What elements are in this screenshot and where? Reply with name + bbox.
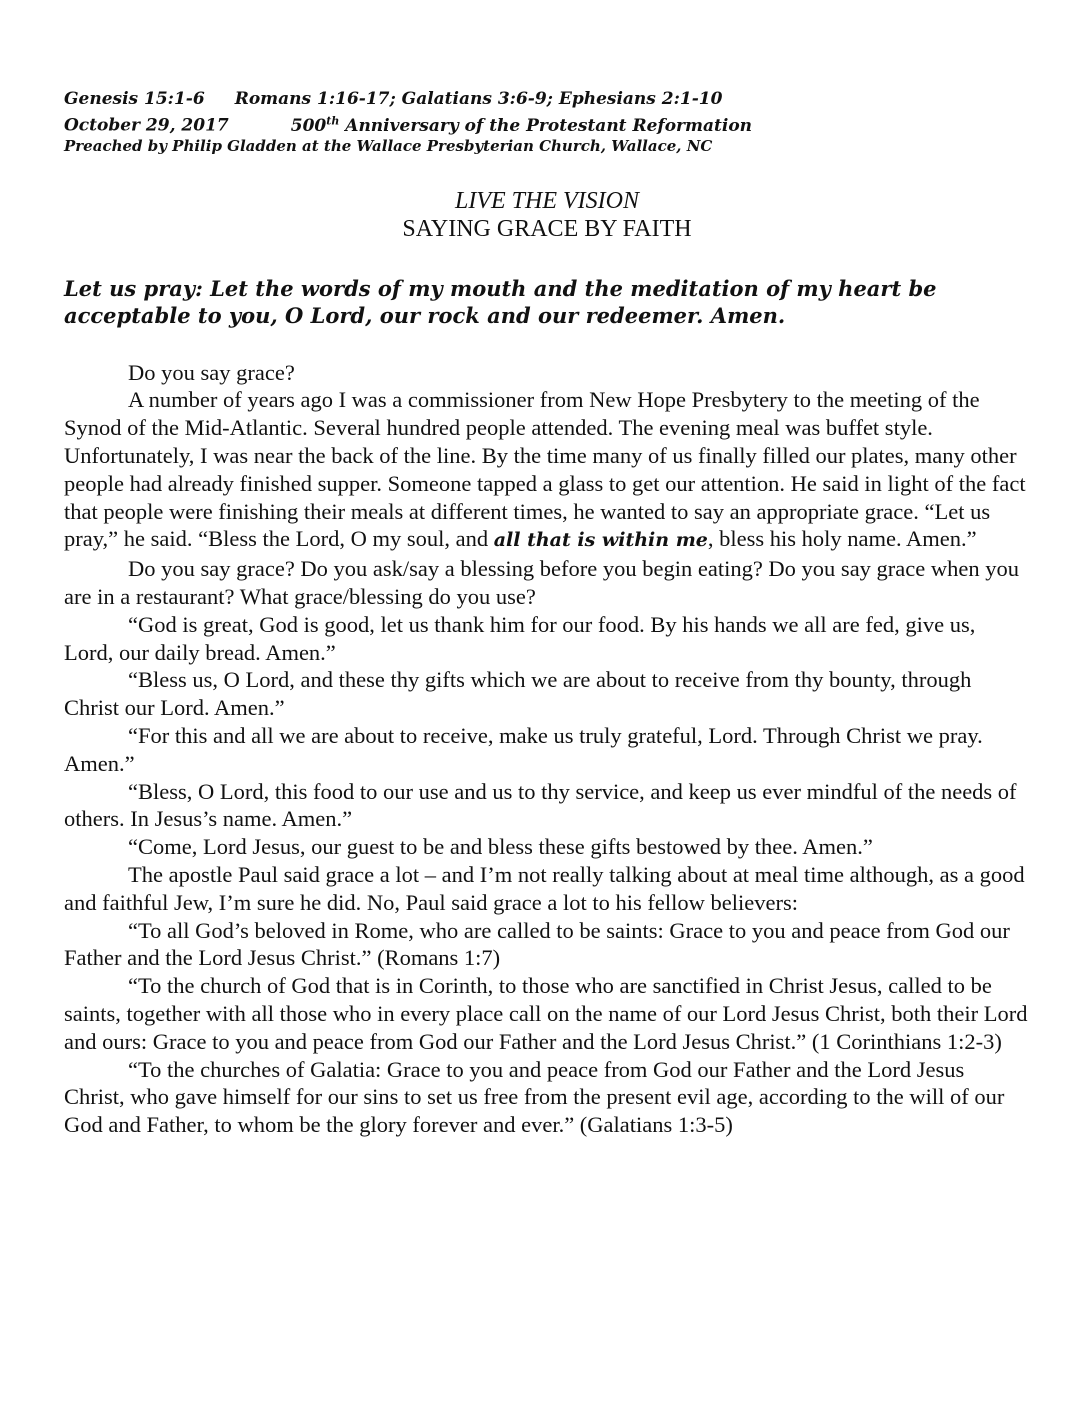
title-block bbox=[64, 187, 1030, 243]
preacher-line: Preached by Philip Gladden at the Wallace Presbyterian Church, Wallace, NC bbox=[64, 136, 713, 155]
paragraph-11: “To the church of God that is in Corinth, to those who are sanctified in Christ Jesus, called to be saints, together with all those who in every place call on the name of our Lord Jesus Christ, both their Lord and ours: Grace to you and peace from God our Father and the Lord Jesus Christ.” (1 Corinthians 1:2-3) bbox=[64, 973, 1028, 1054]
reading-old-testament: Genesis 15:1-6 bbox=[64, 89, 205, 109]
occasion: 500th Anniversary of the Protestant Reformation bbox=[290, 114, 753, 136]
opening-prayer: Let us pray: Let the words of my mouth and the meditation of my heart be acceptable to you, O Lord, our rock and our redeemer. Amen. bbox=[64, 275, 937, 328]
sermon-page bbox=[64, 88, 1030, 1139]
paragraph-6: “For this and all we are about to receive, make us truly grateful, Lord. Through Christ we pray. Amen.” bbox=[64, 723, 983, 776]
emphasized-phrase: all that is within me bbox=[493, 529, 708, 552]
paragraph-4: “God is great, God is good, let us thank him for our food. By his hands we all are fed, give us, Lord, our daily bread. Amen.” bbox=[64, 611, 976, 665]
reading-new-testament: Romans 1:16-17; Galatians 3:6-9; Ephesians 2:1-10 bbox=[234, 89, 723, 109]
series-title: LIVE THE VISION bbox=[455, 187, 639, 214]
paragraph-5: “Bless us, O Lord, and these thy gifts which we are about to receive from thy bounty, through Christ our Lord. Amen.” bbox=[64, 667, 972, 721]
paragraph-2: A number of years ago I was a commissioner from New Hope Presbytery to the meeting of the Synod of the Mid-Atlantic. Several hundred people attended. The evening meal was buffet style. Unfortunately, I was near the back of the line. By the time many of us finally filled our plates, many other people had already finished supper. Someone tapped a glass to get our attention. He said in light of the fact that people were finishing their meals at different times, he wanted to say an appropriate grace. “Let us pray,” he said. “Bless the Lord, O my soul, and all that is within me, bless his holy name. Amen.” bbox=[64, 387, 1026, 552]
sermon-title: SAYING GRACE BY FAITH bbox=[402, 215, 692, 242]
paragraph-8: “Come, Lord Jesus, our guest to be and bless these gifts bestowed by thee. Amen.” bbox=[128, 834, 873, 860]
paragraph-3: Do you say grace? Do you ask/say a blessing before you begin eating? Do you say grace when you are in a restaurant? What grace/blessing do you use? bbox=[64, 556, 1019, 610]
paragraph-9: The apostle Paul said grace a lot – and I’m not really talking about at meal time although, as a good and faithful Jew, I’m sure he did. No, Paul said grace a lot to his fellow believers: bbox=[64, 862, 1025, 915]
paragraph-7: “Bless, O Lord, this food to our use and us to thy service, and keep us ever mindful of the needs of others. In Jesus’s name. Amen.” bbox=[64, 778, 1017, 832]
date-occasion-line bbox=[64, 110, 1030, 137]
paragraph-10: “To all God’s beloved in Rome, who are called to be saints: Grace to you and peace from God our Father and the Lord Jesus Christ.” (Romans 1:7) bbox=[64, 917, 1010, 971]
readings-line bbox=[64, 88, 1030, 110]
paragraph-1: Do you say grace? bbox=[128, 359, 295, 385]
sermon-date: October 29, 2017 bbox=[64, 115, 229, 136]
sermon-body bbox=[64, 359, 1030, 1139]
paragraph-12: “To the churches of Galatia: Grace to you and peace from God our Father and the Lord Jesus Christ, who gave himself for our sins to set us free from the present evil age, according to the will of our God and Father, to whom be the glory forever and ever.” (Galatians 1:3-5) bbox=[64, 1056, 1005, 1138]
